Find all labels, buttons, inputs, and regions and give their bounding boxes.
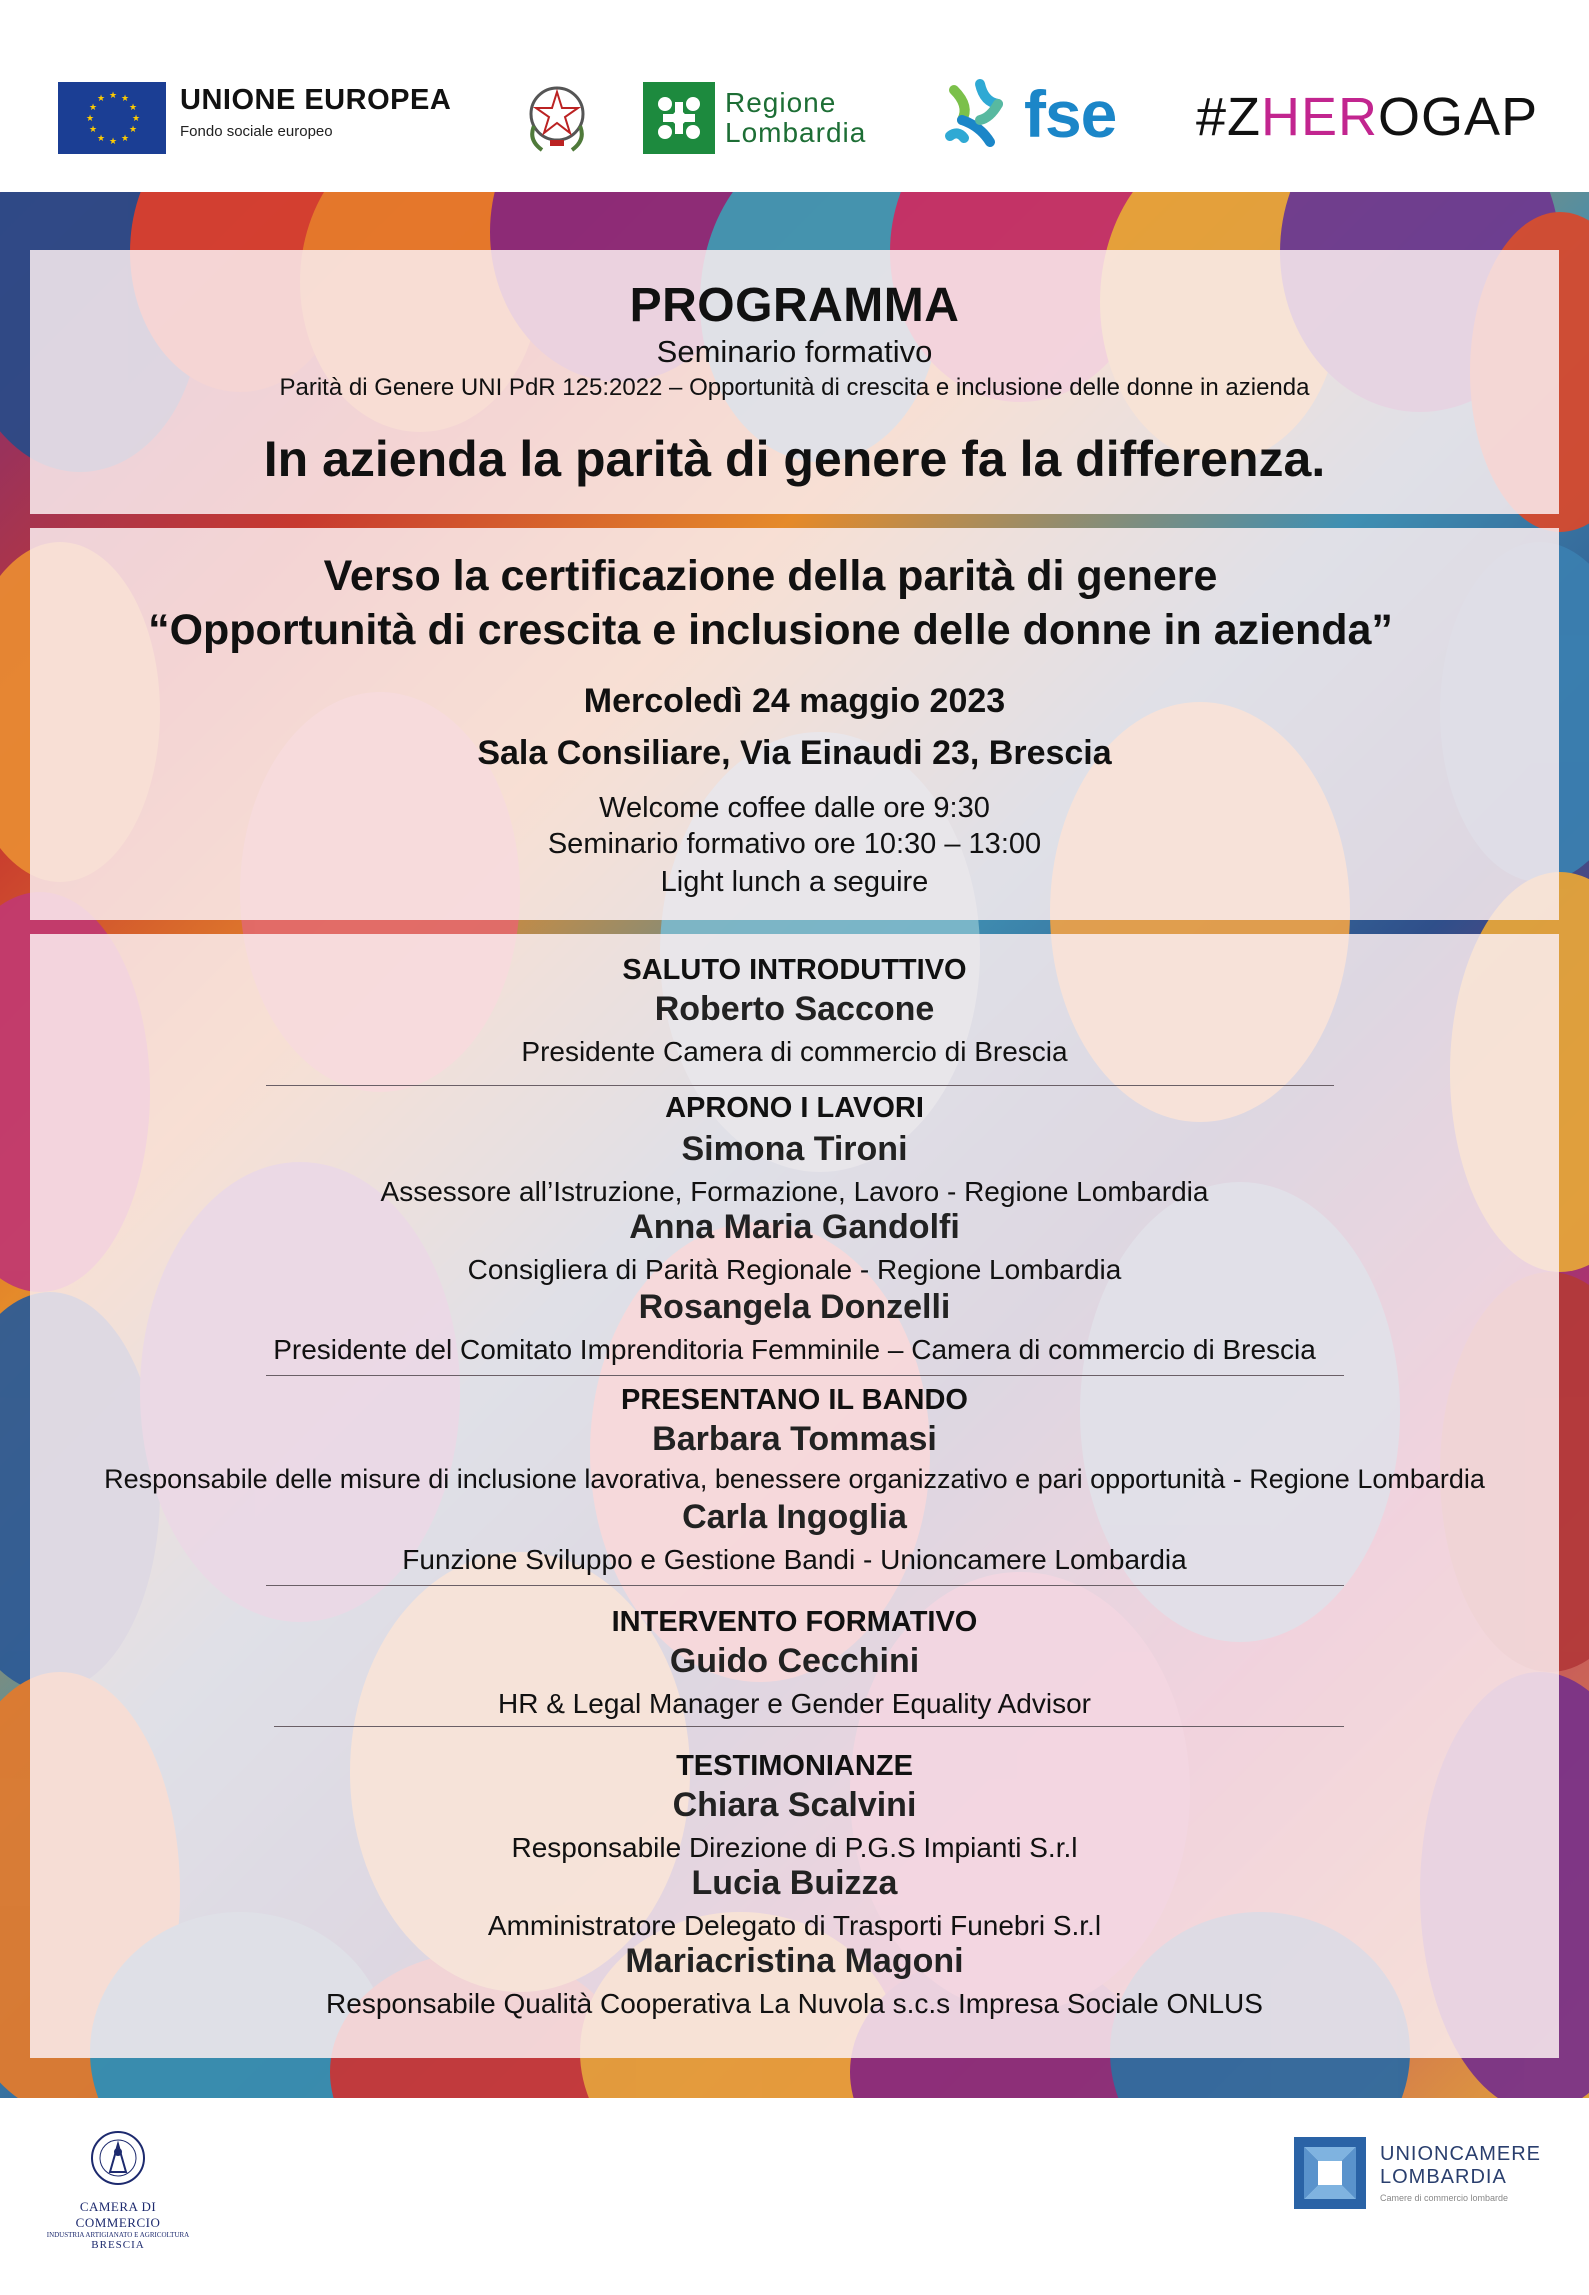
- cc-line1: CAMERA DI COMMERCIO: [75, 2199, 161, 2230]
- cc-line2: INDUSTRIA ARTIGIANATO E AGRICOLTURA: [46, 2231, 190, 2239]
- section-title: APRONO I LAVORI: [665, 1092, 924, 1124]
- eu-subtitle: Fondo sociale europeo: [180, 123, 333, 140]
- zherogap-logo: [1196, 86, 1538, 148]
- schedule-item: Welcome coffee dalle ore 9:30: [599, 792, 990, 824]
- uc-line3: Camere di commercio lombarde: [1380, 2193, 1509, 2203]
- event-venue: Sala Consiliare, Via Einaudi 23, Brescia: [477, 734, 1112, 772]
- zhero-part2: HER: [1261, 87, 1379, 147]
- program-subtitle: Seminario formativo: [656, 334, 933, 369]
- regione-lombardia-logo: [643, 82, 866, 154]
- fse-label: fse: [1024, 77, 1117, 151]
- speakers-panel: [30, 934, 1559, 2058]
- speaker-role: Responsabile delle misure di inclusione lavorativa, benessere organizzativo e pari opportunità - Regione Lombardia: [104, 1464, 1485, 1494]
- fse-molecule-icon: [940, 76, 1014, 152]
- uc-line2: LOMBARDIA: [1380, 2166, 1507, 2188]
- speaker-role: HR & Legal Manager e Gender Equality Advisor: [498, 1688, 1091, 1719]
- fse-logo: [940, 76, 1116, 152]
- speaker-role: Responsabile Qualità Cooperativa La Nuvola s.c.s Impresa Sociale ONLUS: [326, 1988, 1263, 2019]
- event-title-line1: Verso la certificazione della parità di genere: [323, 552, 1218, 600]
- speaker-name: Lucia Buizza: [691, 1864, 898, 1902]
- speaker-name: Carla Ingoglia: [682, 1498, 907, 1536]
- speaker-name: Anna Maria Gandolfi: [629, 1208, 960, 1246]
- speaker-role: Responsabile Direzione di P.G.S Impianti S.r.l: [511, 1832, 1078, 1863]
- section-title: INTERVENTO FORMATIVO: [611, 1606, 978, 1638]
- speaker-name: Barbara Tommasi: [652, 1420, 937, 1458]
- eu-title: UNIONE EUROPEA: [180, 84, 452, 116]
- program-title: PROGRAMMA: [629, 279, 960, 332]
- schedule-item: Light lunch a seguire: [660, 866, 929, 898]
- cc-line3: BRESCIA: [91, 2239, 145, 2251]
- schedule-item: Seminario formativo ore 10:30 – 13:00: [547, 828, 1042, 860]
- regione-lombardia-icon: [643, 82, 715, 154]
- program-header-panel: [30, 250, 1559, 514]
- zhero-part1: #Z: [1196, 87, 1262, 147]
- regione-line2: Lombardia: [725, 117, 867, 148]
- eu-logo: [58, 82, 451, 154]
- unioncamere-logo: [1294, 2137, 1541, 2209]
- section-title: SALUTO INTRODUTTIVO: [622, 954, 967, 986]
- uc-line1: UNIONCAMERE: [1380, 2143, 1542, 2165]
- header-logos: [0, 0, 1589, 192]
- section-title: PRESENTANO IL BANDO: [621, 1384, 968, 1416]
- speaker-role: Consigliera di Parità Regionale - Regione Lombardia: [467, 1254, 1122, 1285]
- section-divider: [266, 1375, 1344, 1376]
- regione-line1: Regione: [725, 87, 837, 118]
- speaker-name: Roberto Saccone: [654, 990, 935, 1028]
- speaker-name: Guido Cecchini: [669, 1642, 920, 1680]
- speaker-name: Mariacristina Magoni: [625, 1942, 964, 1980]
- zhero-part3: OGAP: [1378, 87, 1539, 147]
- speaker-name: Chiara Scalvini: [672, 1786, 917, 1824]
- section-title: TESTIMONIANZE: [676, 1750, 913, 1782]
- speaker-name: Rosangela Donzelli: [638, 1288, 951, 1326]
- section-divider: [274, 1726, 1344, 1727]
- section-divider: [266, 1585, 1344, 1586]
- speaker-role: Assessore all’Istruzione, Formazione, Lavoro - Regione Lombardia: [380, 1176, 1209, 1207]
- program-headline: In azienda la parità di genere fa la differenza.: [263, 431, 1326, 487]
- speaker-role: Presidente del Comitato Imprenditoria Femminile – Camera di commercio di Brescia: [273, 1334, 1316, 1365]
- event-date: Mercoledì 24 maggio 2023: [583, 682, 1006, 720]
- speaker-role: Amministratore Delegato di Trasporti Funebri S.r.l: [487, 1910, 1102, 1941]
- speaker-name: Simona Tironi: [681, 1130, 908, 1168]
- italian-republic-emblem-icon: [524, 80, 590, 156]
- eu-flag-icon: ★ ★ ★ ★ ★ ★ ★ ★ ★ ★ ★ ★: [58, 82, 166, 154]
- event-title-line2: “Opportunità di crescita e inclusione delle donne in azienda”: [148, 606, 1393, 654]
- program-description: Parità di Genere UNI PdR 125:2022 – Opportunità di crescita e inclusione delle donne in azienda: [279, 374, 1310, 401]
- event-info-panel: [30, 528, 1559, 920]
- camera-di-commercio-logo: [38, 2128, 198, 2251]
- speaker-role: Presidente Camera di commercio di Brescia: [521, 1036, 1068, 1067]
- section-divider: [266, 1085, 1334, 1086]
- speaker-role: Funzione Sviluppo e Gestione Bandi - Unioncamere Lombardia: [402, 1544, 1187, 1575]
- unioncamere-icon: [1294, 2137, 1366, 2209]
- chamber-seal-icon: [90, 2128, 146, 2190]
